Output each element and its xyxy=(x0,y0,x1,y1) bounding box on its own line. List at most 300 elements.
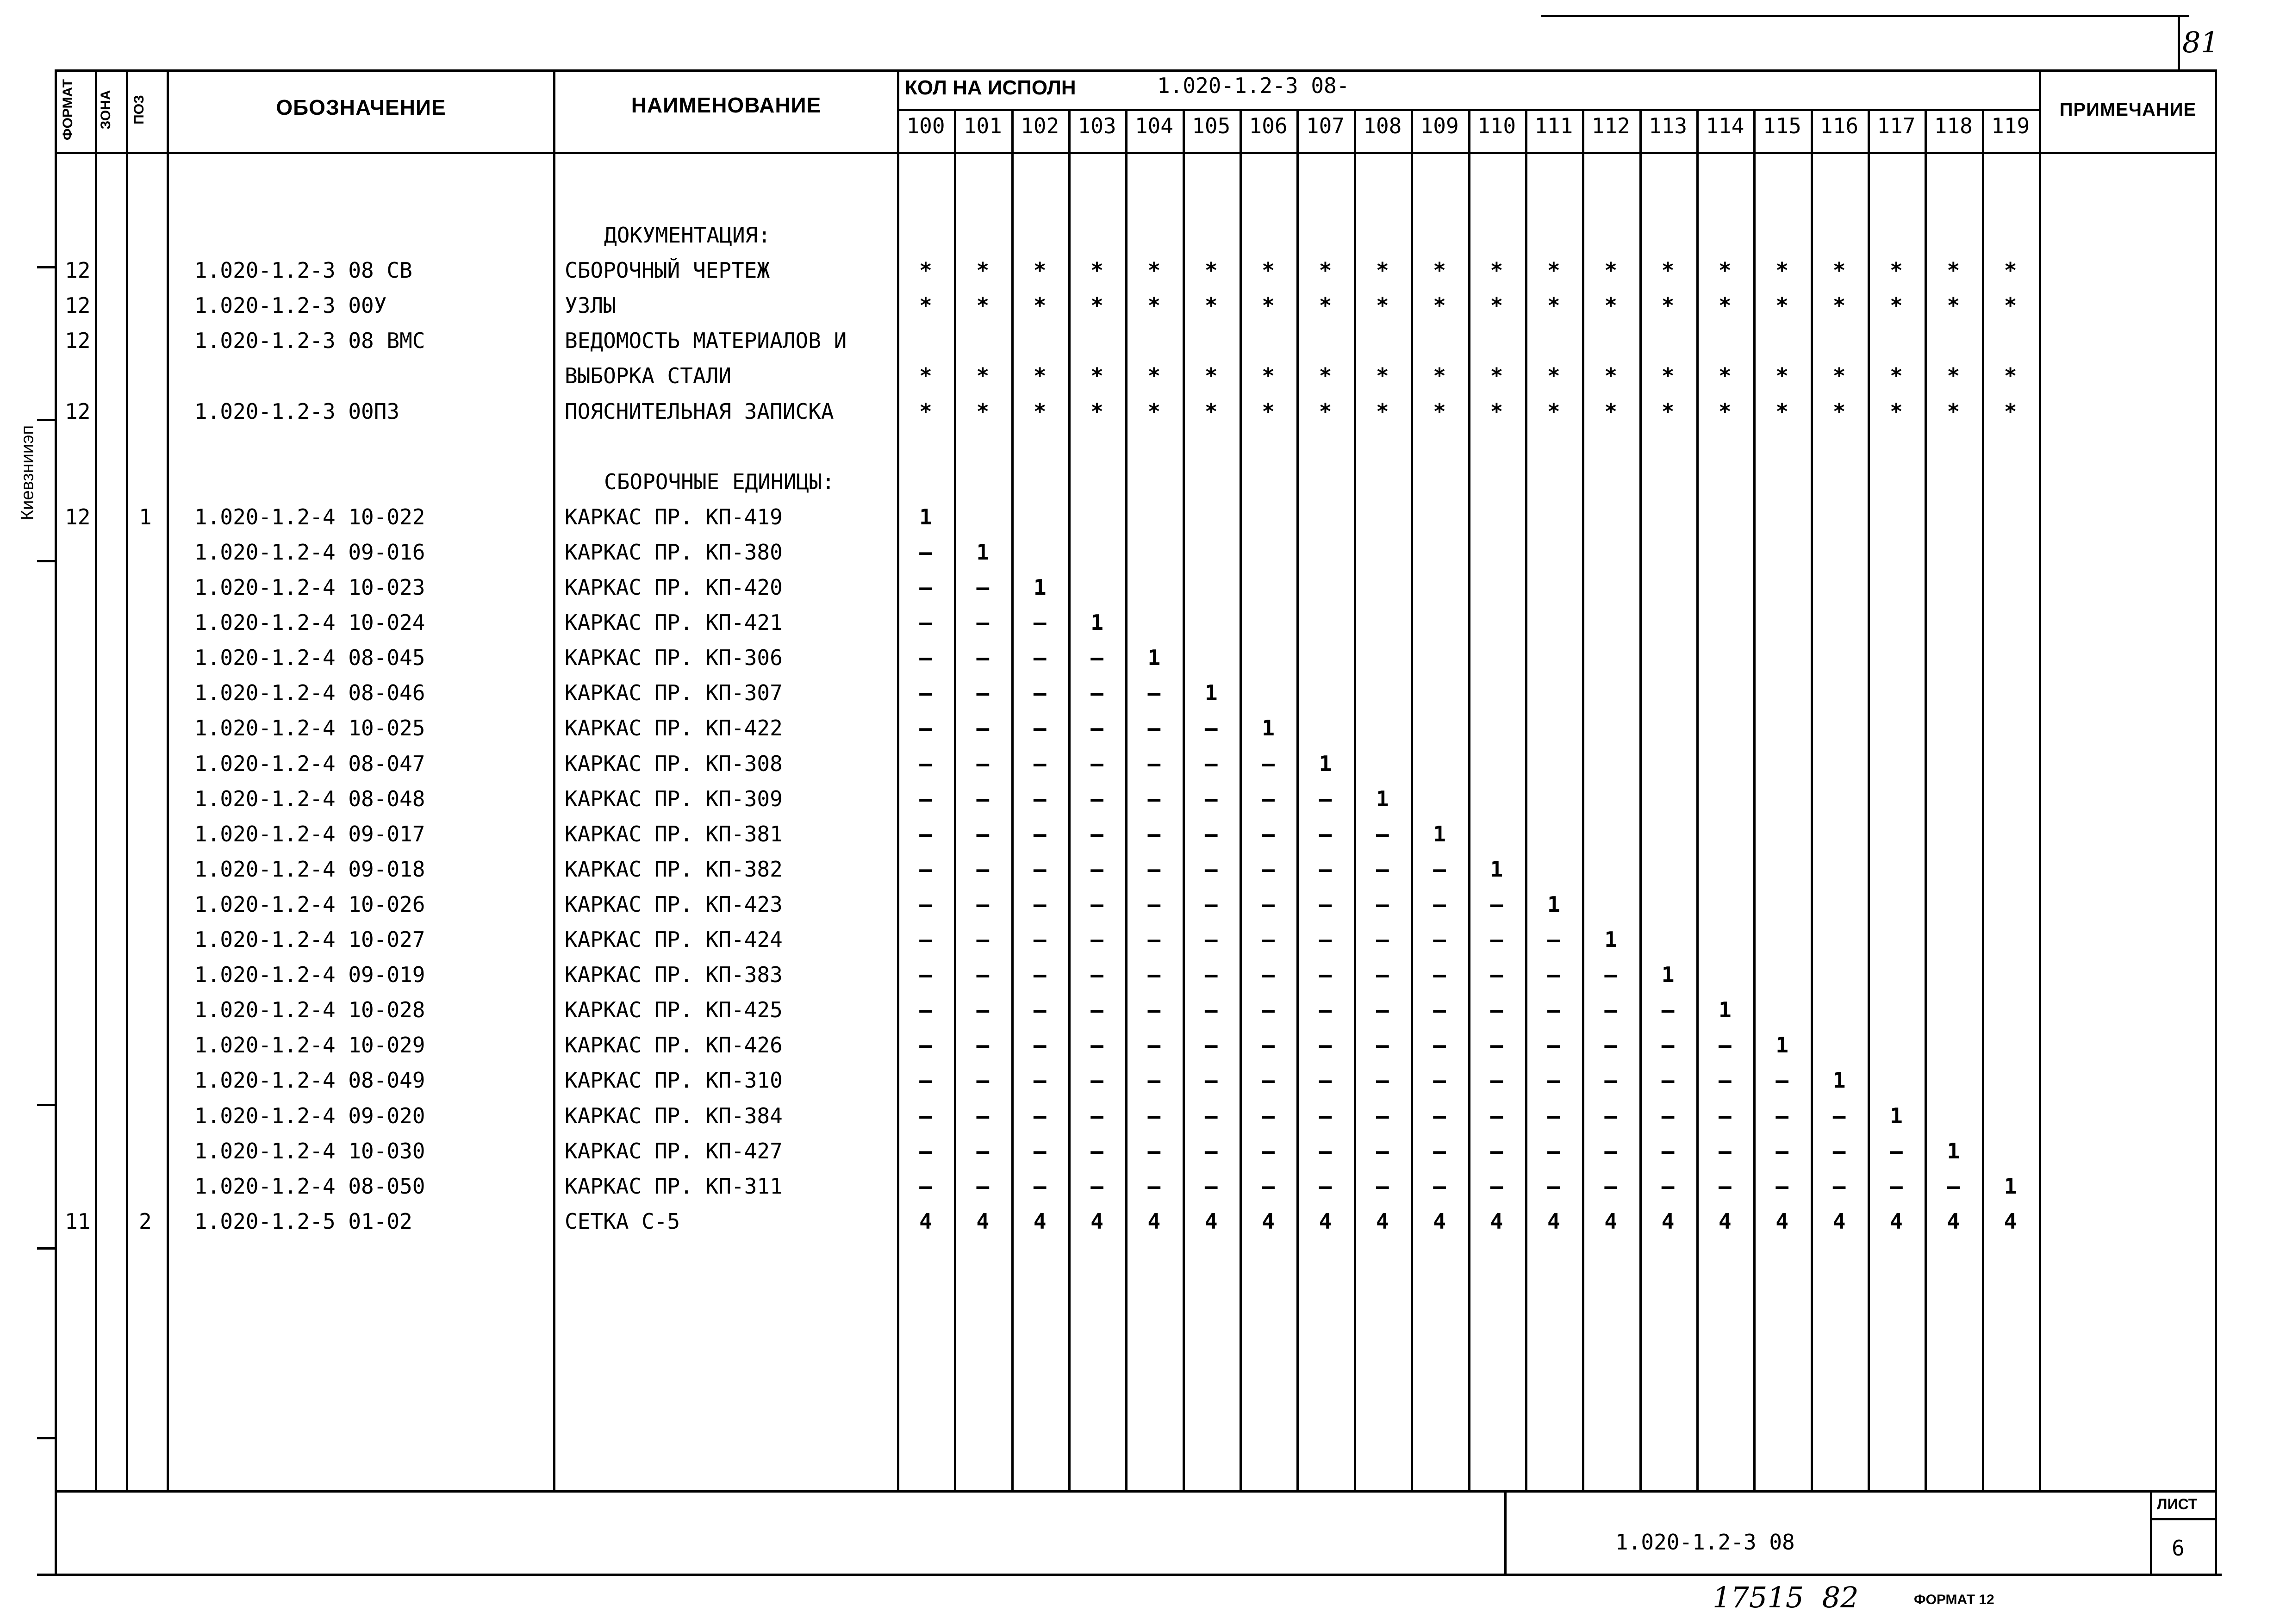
row-value: – xyxy=(1204,1068,1218,1093)
row-value: * xyxy=(1262,363,1275,389)
row-value: – xyxy=(1547,927,1560,952)
row-value: – xyxy=(1147,997,1161,1023)
row-value: – xyxy=(1433,1138,1446,1164)
row-value: * xyxy=(919,363,932,389)
row-designation: 1.020-1.2-4 08-046 xyxy=(194,680,425,706)
row-value: – xyxy=(1147,1103,1161,1128)
row-value: – xyxy=(1319,1173,1332,1199)
row-value: – xyxy=(1604,1173,1618,1199)
row-value: – xyxy=(1090,1033,1103,1058)
row-value: * xyxy=(1661,258,1675,283)
row-value: – xyxy=(1147,786,1161,811)
row-value: * xyxy=(1490,363,1503,389)
row-value: – xyxy=(1262,751,1275,776)
row-value: – xyxy=(1033,1173,1047,1199)
row-value: – xyxy=(1719,1068,1732,1093)
row-value: * xyxy=(1033,293,1047,318)
row-value: * xyxy=(1376,258,1389,283)
row-value: – xyxy=(1319,927,1332,952)
row-value: * xyxy=(1090,363,1103,389)
row-value: – xyxy=(1033,927,1047,952)
header-pos: ПОЗ xyxy=(131,95,147,124)
row-name: КАРКАС ПР. КП-427 xyxy=(565,1138,783,1164)
row-value: 4 xyxy=(1147,1208,1161,1234)
row-value: – xyxy=(1204,962,1218,988)
row-value: * xyxy=(919,293,932,318)
row-value: – xyxy=(1604,1138,1618,1164)
row-value: * xyxy=(1604,258,1618,283)
row-value: * xyxy=(1204,258,1218,283)
row-value: * xyxy=(976,398,990,424)
row-value: – xyxy=(1147,716,1161,741)
row-value: – xyxy=(1090,962,1103,988)
variant-header-106: 106 xyxy=(1249,113,1288,138)
row-value: – xyxy=(1433,962,1446,988)
row-value: – xyxy=(1090,997,1103,1023)
row-value: * xyxy=(1090,398,1103,424)
row-value: – xyxy=(1033,751,1047,776)
row-value: – xyxy=(1832,1138,1846,1164)
titleblock-left xyxy=(1504,1490,1507,1575)
row-value: – xyxy=(1262,962,1275,988)
row-value: * xyxy=(1490,293,1503,318)
row-value: – xyxy=(1661,1138,1675,1164)
row-value: 4 xyxy=(1090,1208,1103,1234)
row-value: – xyxy=(976,1173,990,1199)
row-value: – xyxy=(1433,891,1446,917)
row-value: – xyxy=(1204,751,1218,776)
row-value: – xyxy=(1319,1068,1332,1093)
row-value: * xyxy=(1547,398,1560,424)
row-value: * xyxy=(1775,258,1789,283)
row-value: * xyxy=(2004,293,2017,318)
row-value: * xyxy=(1490,258,1503,283)
row-value: – xyxy=(1490,1033,1503,1058)
row-designation: 1.020-1.2-3 00У xyxy=(194,293,387,318)
row-value: – xyxy=(1490,997,1503,1023)
row-value: – xyxy=(976,1103,990,1128)
row-name: КАРКАС ПР. КП-382 xyxy=(565,856,783,882)
row-value: – xyxy=(919,821,932,846)
row-value: – xyxy=(919,1068,932,1093)
row-designation: 1.020-1.2-4 08-048 xyxy=(194,786,425,811)
row-value: – xyxy=(1547,1068,1560,1093)
row-value: – xyxy=(1319,821,1332,846)
margin-stamp: Киевзнииэп xyxy=(18,425,37,521)
row-value: – xyxy=(1204,856,1218,882)
row-value: – xyxy=(1376,1173,1389,1199)
row-value: – xyxy=(1147,891,1161,917)
variant-header-100: 100 xyxy=(906,113,945,138)
row-value: – xyxy=(1490,1138,1503,1164)
row-value: * xyxy=(1090,258,1103,283)
col-name-left xyxy=(553,69,555,1492)
row-value: – xyxy=(1147,680,1161,706)
row-name: ВЕДОМОСТЬ МАТЕРИАЛОВ И xyxy=(565,328,847,354)
row-designation: 1.020-1.2-4 08-047 xyxy=(194,751,425,776)
row-value: – xyxy=(976,680,990,706)
row-value: – xyxy=(976,927,990,952)
row-value: – xyxy=(919,575,932,600)
row-value: – xyxy=(1376,1068,1389,1093)
row-value: – xyxy=(1204,716,1218,741)
row-value: – xyxy=(1319,1138,1332,1164)
row-name: КАРКАС ПР. КП-424 xyxy=(565,927,783,952)
row-value: 1 xyxy=(1147,645,1161,671)
row-value: * xyxy=(1719,258,1732,283)
row-value: – xyxy=(976,891,990,917)
row-value: – xyxy=(976,575,990,600)
variant-header-108: 108 xyxy=(1363,113,1402,138)
row-designation: 1.020-1.2-4 10-027 xyxy=(194,927,425,952)
row-value: – xyxy=(1661,997,1675,1023)
row-value: * xyxy=(1947,398,1960,424)
margin-tick-4 xyxy=(37,1104,55,1106)
row-value: – xyxy=(1832,1103,1846,1128)
row-value: * xyxy=(1490,398,1503,424)
row-value: * xyxy=(1319,258,1332,283)
row-name: КАРКАС ПР. КП-306 xyxy=(565,645,783,671)
col-pos-left xyxy=(126,69,128,1492)
row-value: 1 xyxy=(1376,786,1389,811)
row-value: – xyxy=(1262,1033,1275,1058)
row-name: КАРКАС ПР. КП-310 xyxy=(565,1068,783,1093)
row-value: * xyxy=(1661,293,1675,318)
title-doc-number: 1.020-1.2-3 08 xyxy=(1615,1530,1795,1555)
row-value: – xyxy=(919,927,932,952)
row-value: – xyxy=(1319,786,1332,811)
row-value: – xyxy=(1490,1068,1503,1093)
row-name: КАРКАС ПР. КП-425 xyxy=(565,997,783,1023)
row-value: * xyxy=(1147,258,1161,283)
row-value: * xyxy=(1433,258,1446,283)
row-value: 1 xyxy=(1890,1103,1903,1128)
row-name: КАРКАС ПР. КП-420 xyxy=(565,575,783,600)
row-value: 4 xyxy=(1033,1208,1047,1234)
format-label: ФОРМАТ 12 xyxy=(1914,1592,1994,1607)
row-value: – xyxy=(1319,962,1332,988)
row-pos: 1 xyxy=(139,504,152,529)
section-heading: ДОКУМЕНТАЦИЯ: xyxy=(604,223,771,248)
margin-tick-6 xyxy=(37,1437,55,1439)
variant-header-103: 103 xyxy=(1078,113,1116,138)
row-value: 1 xyxy=(2004,1173,2017,1199)
row-designation: 1.020-1.2-4 09-019 xyxy=(194,962,425,988)
row-value: 4 xyxy=(1433,1208,1446,1234)
row-name: КАРКАС ПР. КП-422 xyxy=(565,716,783,741)
row-value: 4 xyxy=(1262,1208,1275,1234)
row-value: – xyxy=(1490,927,1503,952)
row-value: – xyxy=(1147,751,1161,776)
row-name: СБОРОЧНЫЙ ЧЕРТЕЖ xyxy=(565,258,770,283)
row-value: – xyxy=(1433,927,1446,952)
row-value: – xyxy=(1376,962,1389,988)
row-value: – xyxy=(1433,1068,1446,1093)
row-designation: 1.020-1.2-4 10-029 xyxy=(194,1033,425,1058)
row-value: 4 xyxy=(1832,1208,1846,1234)
row-value: – xyxy=(1719,1138,1732,1164)
row-value: * xyxy=(2004,258,2017,283)
variant-header-117: 117 xyxy=(1877,113,1916,138)
row-value: – xyxy=(1604,1068,1618,1093)
row-value: – xyxy=(976,751,990,776)
row-value: – xyxy=(1775,1103,1789,1128)
row-value: 1 xyxy=(1547,891,1560,917)
row-value: – xyxy=(1547,997,1560,1023)
row-value: – xyxy=(1090,856,1103,882)
row-value: – xyxy=(1376,891,1389,917)
row-format: 12 xyxy=(65,504,91,529)
row-value: – xyxy=(1547,1173,1560,1199)
row-value: 4 xyxy=(919,1208,932,1234)
row-value: * xyxy=(1719,398,1732,424)
row-value: – xyxy=(1661,1103,1675,1128)
row-name: КАРКАС ПР. КП-421 xyxy=(565,610,783,635)
row-value: 1 xyxy=(1319,751,1332,776)
row-name: КАРКАС ПР. КП-423 xyxy=(565,891,783,917)
header-qty-doc: 1.020-1.2-3 08- xyxy=(1157,73,1350,98)
row-value: 1 xyxy=(1090,610,1103,635)
row-value: * xyxy=(1719,363,1732,389)
row-designation: 1.020-1.2-3 00ПЗ xyxy=(194,398,400,424)
row-value: – xyxy=(1890,1173,1903,1199)
row-value: – xyxy=(1947,1173,1960,1199)
row-designation: 1.020-1.2-4 09-017 xyxy=(194,821,425,846)
row-value: – xyxy=(1033,610,1047,635)
variant-header-113: 113 xyxy=(1649,113,1688,138)
row-value: – xyxy=(1033,645,1047,671)
row-value: * xyxy=(1661,398,1675,424)
row-value: * xyxy=(1319,398,1332,424)
row-value: – xyxy=(1547,1033,1560,1058)
row-value: – xyxy=(1033,962,1047,988)
row-value: * xyxy=(1147,398,1161,424)
row-name: СЕТКА С-5 xyxy=(565,1208,680,1234)
row-designation: 1.020-1.2-4 10-030 xyxy=(194,1138,425,1164)
row-value: – xyxy=(1604,1033,1618,1058)
row-value: * xyxy=(919,258,932,283)
footer-handwritten: 17515 82 xyxy=(1713,1580,1859,1614)
variant-header-112: 112 xyxy=(1591,113,1630,138)
row-value: * xyxy=(1832,293,1846,318)
row-format: 12 xyxy=(65,398,91,424)
row-value: – xyxy=(1604,962,1618,988)
variant-header-109: 109 xyxy=(1420,113,1459,138)
row-value: 4 xyxy=(1661,1208,1675,1234)
row-value: – xyxy=(1319,856,1332,882)
row-value: – xyxy=(1033,997,1047,1023)
sheet-label: ЛИСТ xyxy=(2157,1496,2198,1512)
row-value: – xyxy=(1090,1103,1103,1128)
row-value: – xyxy=(976,645,990,671)
row-value: * xyxy=(1947,293,1960,318)
row-designation: 1.020-1.2-4 10-023 xyxy=(194,575,425,600)
row-value: – xyxy=(1547,1103,1560,1128)
row-value: 4 xyxy=(1490,1208,1503,1234)
variant-header-104: 104 xyxy=(1134,113,1173,138)
row-designation: 1.020-1.2-4 09-018 xyxy=(194,856,425,882)
row-value: 4 xyxy=(1376,1208,1389,1234)
row-value: – xyxy=(976,1138,990,1164)
row-value: – xyxy=(976,716,990,741)
row-value: – xyxy=(1262,821,1275,846)
col-zone-left xyxy=(95,69,97,1492)
variant-header-105: 105 xyxy=(1192,113,1231,138)
row-value: – xyxy=(1262,927,1275,952)
row-value: – xyxy=(976,1033,990,1058)
variant-header-118: 118 xyxy=(1934,113,1973,138)
row-value: – xyxy=(1090,891,1103,917)
row-value: * xyxy=(2004,363,2017,389)
row-value: * xyxy=(1204,398,1218,424)
row-name: ПОЯСНИТЕЛЬНАЯ ЗАПИСКА xyxy=(565,398,834,424)
corner-box-left xyxy=(2178,15,2180,70)
row-value: * xyxy=(1547,293,1560,318)
row-value: * xyxy=(1033,363,1047,389)
variant-header-102: 102 xyxy=(1021,113,1059,138)
row-format: 12 xyxy=(65,258,91,283)
row-value: – xyxy=(1661,1068,1675,1093)
row-value: * xyxy=(1661,363,1675,389)
row-value: – xyxy=(919,962,932,988)
row-value: – xyxy=(1033,1138,1047,1164)
row-value: – xyxy=(1262,1138,1275,1164)
row-value: – xyxy=(1090,821,1103,846)
variant-header-111: 111 xyxy=(1534,113,1573,138)
row-value: 4 xyxy=(1319,1208,1332,1234)
row-value: – xyxy=(1033,1103,1047,1128)
row-value: – xyxy=(1604,997,1618,1023)
sheet-box-left xyxy=(2150,1490,2152,1575)
row-value: * xyxy=(1433,363,1446,389)
row-name: КАРКАС ПР. КП-381 xyxy=(565,821,783,846)
row-value: – xyxy=(1433,1173,1446,1199)
frame-bottom xyxy=(37,1574,2222,1576)
row-value: – xyxy=(1319,997,1332,1023)
row-value: – xyxy=(1376,1033,1389,1058)
margin-tick-5 xyxy=(37,1247,55,1250)
col-designation-left xyxy=(167,69,169,1492)
sheet-number: 6 xyxy=(2172,1536,2185,1561)
row-value: – xyxy=(1204,927,1218,952)
row-value: * xyxy=(1262,258,1275,283)
row-value: 4 xyxy=(1890,1208,1903,1234)
row-value: – xyxy=(1490,1173,1503,1199)
variant-header-101: 101 xyxy=(963,113,1002,138)
row-value: 1 xyxy=(919,504,932,529)
row-name: КАРКАС ПР. КП-308 xyxy=(565,751,783,776)
row-value: – xyxy=(1262,1068,1275,1093)
row-value: 1 xyxy=(1775,1033,1789,1058)
sheet-box-divider xyxy=(2150,1518,2216,1520)
row-value: * xyxy=(976,258,990,283)
row-name: КАРКАС ПР. КП-309 xyxy=(565,786,783,811)
header-zone: ЗОНА xyxy=(98,90,113,130)
row-value: – xyxy=(1147,927,1161,952)
row-value: – xyxy=(976,610,990,635)
row-value: 4 xyxy=(1947,1208,1960,1234)
row-pos: 2 xyxy=(139,1208,152,1234)
row-value: * xyxy=(1947,363,1960,389)
row-value: – xyxy=(1090,751,1103,776)
row-value: – xyxy=(976,821,990,846)
row-value: * xyxy=(1775,363,1789,389)
row-value: – xyxy=(1262,997,1275,1023)
body-bottom xyxy=(55,1490,2216,1493)
row-value: 4 xyxy=(976,1208,990,1234)
row-value: * xyxy=(1890,363,1903,389)
row-format: 12 xyxy=(65,293,91,318)
row-value: – xyxy=(1204,1103,1218,1128)
row-value: – xyxy=(1147,962,1161,988)
margin-tick-3 xyxy=(37,560,55,562)
row-value: – xyxy=(1147,1173,1161,1199)
header-designation: ОБОЗНАЧЕНИЕ xyxy=(276,95,446,119)
row-value: 1 xyxy=(1490,856,1503,882)
variant-header-115: 115 xyxy=(1763,113,1801,138)
row-value: 4 xyxy=(1204,1208,1218,1234)
margin-tick-2 xyxy=(37,419,55,421)
row-value: – xyxy=(1490,962,1503,988)
row-value: – xyxy=(1262,1173,1275,1199)
row-value: – xyxy=(1433,856,1446,882)
row-designation: 1.020-1.2-4 10-028 xyxy=(194,997,425,1023)
row-value: – xyxy=(1033,786,1047,811)
row-value: * xyxy=(1719,293,1732,318)
row-value: 4 xyxy=(2004,1208,2017,1234)
row-value: – xyxy=(919,997,932,1023)
row-value: – xyxy=(1319,891,1332,917)
row-value: – xyxy=(1204,786,1218,811)
row-value: * xyxy=(1090,293,1103,318)
row-value: – xyxy=(1262,786,1275,811)
variant-header-110: 110 xyxy=(1477,113,1516,138)
row-value: – xyxy=(919,610,932,635)
row-value: – xyxy=(1319,1103,1332,1128)
row-value: – xyxy=(1661,1173,1675,1199)
row-value: * xyxy=(1262,398,1275,424)
row-name: КАРКАС ПР. КП-384 xyxy=(565,1103,783,1128)
row-value: * xyxy=(1832,398,1846,424)
row-value: – xyxy=(1433,1103,1446,1128)
header-bottom xyxy=(55,152,2216,154)
row-value: 1 xyxy=(1719,997,1732,1023)
row-value: – xyxy=(1204,997,1218,1023)
row-value: 1 xyxy=(1604,927,1618,952)
row-value: – xyxy=(1204,821,1218,846)
row-value: – xyxy=(1775,1173,1789,1199)
row-designation: 1.020-1.2-3 08 СВ xyxy=(194,258,412,283)
variant-header-116: 116 xyxy=(1820,113,1859,138)
row-value: – xyxy=(1147,821,1161,846)
row-value: * xyxy=(1775,398,1789,424)
row-value: – xyxy=(1147,1068,1161,1093)
row-value: – xyxy=(1147,1033,1161,1058)
row-value: – xyxy=(1262,891,1275,917)
row-value: – xyxy=(1033,716,1047,741)
row-value: – xyxy=(1832,1173,1846,1199)
row-value: 1 xyxy=(1033,575,1047,600)
row-value: – xyxy=(1262,1103,1275,1128)
row-value: – xyxy=(1661,1033,1675,1058)
row-value: – xyxy=(1033,821,1047,846)
row-value: – xyxy=(1033,1033,1047,1058)
row-value: * xyxy=(1204,293,1218,318)
row-value: * xyxy=(1262,293,1275,318)
row-value: – xyxy=(1719,1033,1732,1058)
row-value: – xyxy=(919,891,932,917)
row-value: * xyxy=(1433,398,1446,424)
